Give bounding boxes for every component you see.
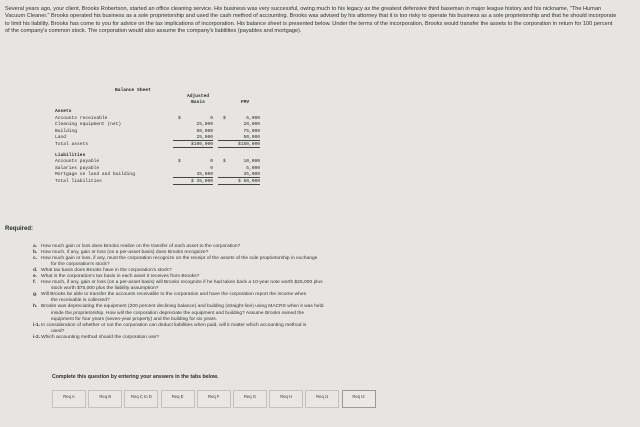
tab-req-e[interactable]: Req E [161,390,195,408]
list-item: f. How much, if any, gain or loss (on a per-asset basis) will Brooks recognize if he had taken back a 10-year note worth $25,000 plus stock worth $75,000 plus the liability assumption? [33,280,323,292]
assets-header: Assets [55,109,72,114]
list-item: b. How much, if any, gain or loss (on a per-asset basis) does Brooks recognize? [33,250,209,256]
tab-req-h[interactable]: Req H [269,390,303,408]
list-item: e. What is the corporation's tax basis in each asset it receives from Brooks? [33,274,200,280]
tab-instruction: Complete this question by entering your answers in the tabs below. [52,374,219,380]
table-row: Building 50,000 75,000 [55,128,260,134]
tab-req-f[interactable]: Req F [197,390,231,408]
tab-req-i1[interactable]: Req I1 [305,390,339,408]
tab-req-a[interactable]: Req A [52,390,86,408]
tab-req-g[interactable]: Req G [233,390,267,408]
table-row: Accounts payable $ 0 $ 10,000 [55,159,260,165]
tab-req-c-to-d[interactable]: Req C to D [124,390,158,408]
balance-sheet-title: Balance Sheet [115,88,151,93]
required-heading: Required: [5,226,34,232]
table-row: Accounts receivable $ 0 $ 5,000 [55,115,260,121]
list-item: i-2. Which accounting method should the corporation use? [33,334,159,340]
table-row: Land 25,000 50,000 [55,135,260,141]
question-list [33,244,633,341]
total-liabilities-row: Total liabilities $ 35,000 $ 50,000 [55,178,260,184]
tab-req-i2[interactable]: Req I2 [342,390,376,408]
table-row: Cleaning equipment (net) 25,000 20,000 [55,122,260,128]
balance-sheet [55,88,271,186]
table-row: Mortgage on land and building 35,000 35,000 [55,172,260,178]
list-item: c. How much gain or loss, if any, must the corporation recognize on the receipt of the assets of the sole proprietorship in exchange for the corporation's stock? [33,256,318,268]
fmv-header: FMV [240,100,250,105]
tab-req-b[interactable]: Req B [88,390,122,408]
list-item: h. Brooks was depreciating the equipment (200 percent declining balance) and building (straight-line) using MACRS when it was held inside the proprietorship. How will the corporation depreciate the equipment and building? Assume Brooks owned the equipment for four years (seven-year property) and the building for six years. [33,304,324,322]
problem-intro: Several years ago, your client, Brooks Robertson, started an office cleaning service. His business was very successful, owing much to his legacy as the greatest defensive third baseman in major league history and his nickname, "The Human Vacuum Cleaner." Brooks operated his business as a sole proprietorship and used the cash method of accounting. Brooks was advised by his attorney that it is too risky to operate his business as a sole proprietorship and that he should incorporate to limit his liability. Brooks has come to you for advice on the tax implications of incorporation. His balance sheet is presented below. Under the terms of the incorporation, Brooks would transfer the assets to the corporation in return for 100 percent of the company's common stock. The corporation would also assume the company's liabilities (payables and mortgage). [5,6,617,35]
list-item: i-1. In consideration of whether or not the corporation can deduct liabilities when paid, will it matter which accounting method is used? [33,322,307,334]
list-item: g. Will Brooks be able to transfer the accounts receivable to the corporation and have the corporation report the income when the receivable is collected? [33,292,307,304]
liabilities-header: Liabilities [55,152,86,158]
total-assets-row: Total assets $100,000 $150,000 [55,141,260,147]
adjusted-basis-header: Adjusted Basis [186,94,210,105]
list-item: d. What tax basis does Brooks have in the corporation's stock? [33,268,172,274]
requirement-tabs [52,390,382,414]
table-row: Salaries payable 0 5,000 [55,165,260,171]
list-item: a. How much gain or loss does Brooks realize on the transfer of each asset to the corporation? [33,244,241,249]
